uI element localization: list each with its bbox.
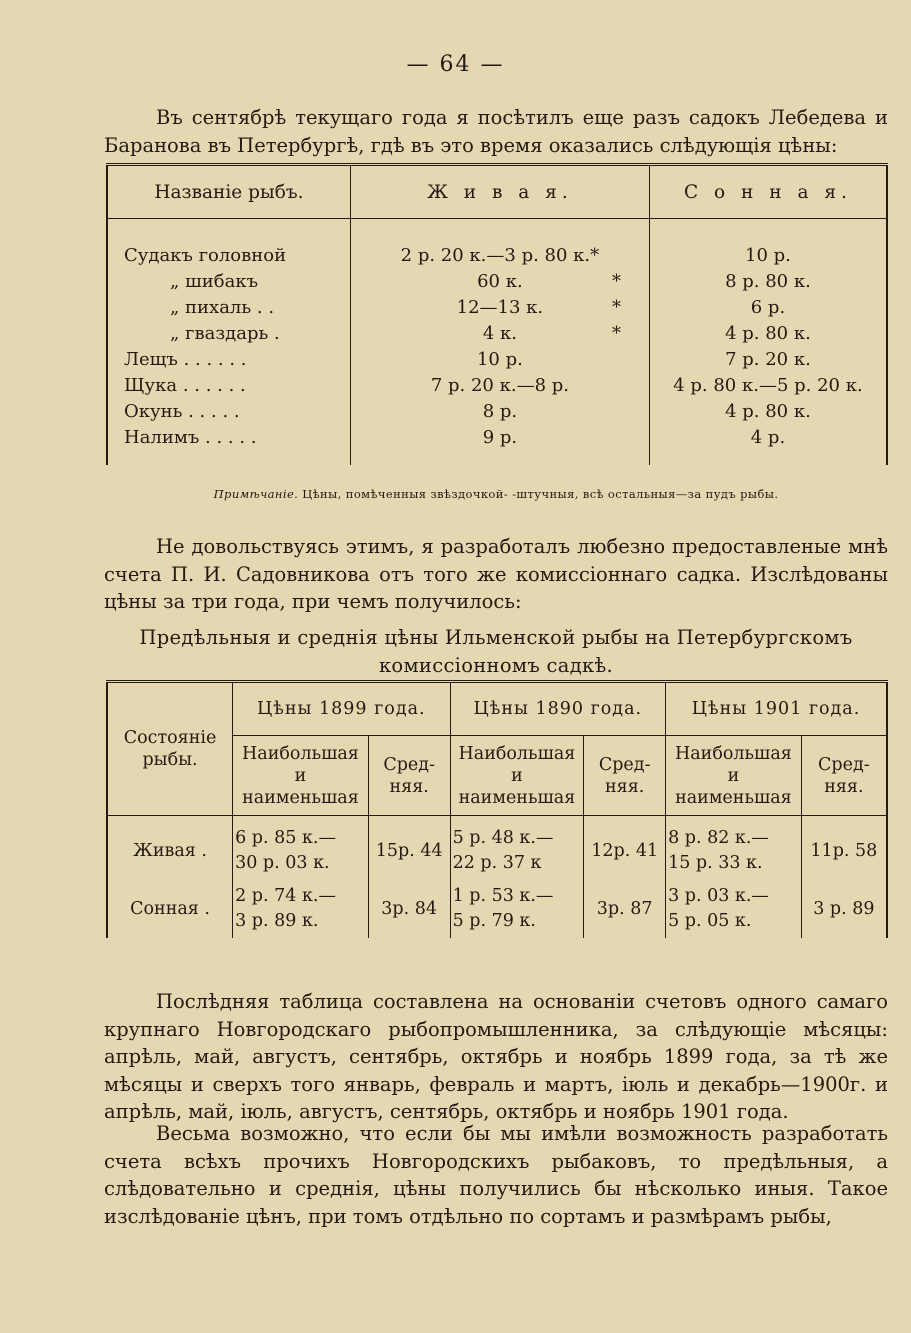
header-range: Наибольшая и наименьшая bbox=[666, 736, 802, 816]
table-row bbox=[107, 243, 887, 269]
table-row bbox=[107, 822, 887, 880]
second-paragraph: Не довольствуясь этимъ, я разработалъ любезно предоставленые мнѣ счета П. И. Садовникова отъ того же комиссіоннаго садка. Изслѣдованы цѣны за три года, при чемъ получилось: bbox=[104, 535, 888, 613]
dead-price: 4 р. 80 к.—5 р. 20 к. bbox=[649, 373, 887, 399]
fish-name: „ гваздарь . bbox=[107, 321, 350, 347]
live-price: 4 к. * bbox=[350, 321, 649, 347]
piece-price-marker: * bbox=[611, 323, 621, 344]
range-cell: 1 р. 53 к.— 5 р. 79 к. bbox=[450, 880, 584, 938]
dead-price: 4 р. bbox=[649, 425, 887, 465]
table-row bbox=[107, 880, 887, 938]
live-price: 9 р. bbox=[350, 425, 649, 465]
table-row bbox=[107, 295, 887, 321]
table-row bbox=[107, 321, 887, 347]
note-text: Цѣны, помѣченныя звѣздочкой- -штучныя, всѣ остальныя—за пудъ рыбы. bbox=[302, 487, 779, 501]
header-average: Сред-няя. bbox=[584, 736, 666, 816]
intro-paragraph: Въ сентябрѣ текущаго года я посѣтилъ еще разъ садокъ Лебедева и Баранова въ Петербургѣ, гдѣ въ это время оказались слѣдующія цѣны: bbox=[104, 106, 888, 157]
header-year-1899: Цѣны 1899 года. bbox=[233, 682, 450, 736]
fourth-paragraph: Весьма возможно, что если бы мы имѣли возможность разработать счета всѣхъ прочихъ Новгородскихъ рыбаковъ, то предѣльныя, а слѣдовательно и среднія, цѣны получились бы нѣсколько иныя. Такое изслѣдованіе цѣнъ, при томъ отдѣльно по сортамъ и размѣрамъ рыбы, bbox=[104, 1122, 888, 1228]
range-cell: 3 р. 03 к.— 5 р. 05 к. bbox=[666, 880, 802, 938]
third-paragraph: Послѣдняя таблица составлена на основаніи счетовъ одного самаго крупнаго Новгородскаго рыбопромышленника, за слѣдующіе мѣсяцы: апрѣль, май, августъ, сентябрь, октябрь и ноябрь 1899 года, за тѣ же мѣсяцы и сверхъ того январь, февраль и мартъ, іюль и декабрь—1900г. и апрѣль, май, іюль, августъ, сентябрь, октябрь и ноябрь 1901 года. bbox=[104, 990, 888, 1123]
dead-price: 10 р. bbox=[649, 243, 887, 269]
live-price: 7 р. 20 к.—8 р. bbox=[350, 373, 649, 399]
price-table-years bbox=[106, 680, 888, 938]
fish-name: „ шибакъ bbox=[107, 269, 350, 295]
table-note bbox=[104, 487, 888, 501]
fish-name: Налимъ . . . . . bbox=[107, 425, 350, 465]
dead-price: 7 р. 20 к. bbox=[649, 347, 887, 373]
fish-name: Лещъ . . . . . . bbox=[107, 347, 350, 373]
fish-state: Сонная . bbox=[107, 880, 233, 938]
fish-name: Щука . . . . . . bbox=[107, 373, 350, 399]
fish-name: Окунь . . . . . bbox=[107, 399, 350, 425]
page-number: — 64 — bbox=[406, 52, 505, 77]
piece-price-marker: * bbox=[611, 297, 621, 318]
average-cell: 3р. 87 bbox=[584, 880, 666, 938]
table-row bbox=[107, 373, 887, 399]
table1-header-row bbox=[107, 165, 887, 219]
table-row bbox=[107, 347, 887, 373]
dead-price: 6 р. bbox=[649, 295, 887, 321]
header-average: Сред-няя. bbox=[801, 736, 887, 816]
fish-name: Судакъ головной bbox=[107, 243, 350, 269]
header-year-1901: Цѣны 1901 года. bbox=[666, 682, 887, 736]
average-cell: 3 р. 89 bbox=[801, 880, 887, 938]
live-price: 60 к. * bbox=[350, 269, 649, 295]
fish-name: „ пихаль . . bbox=[107, 295, 350, 321]
header-state: Состояніе рыбы. bbox=[107, 682, 233, 816]
live-price: 12—13 к. * bbox=[350, 295, 649, 321]
range-cell: 5 р. 48 к.— 22 р. 37 к bbox=[450, 822, 584, 880]
average-cell: 15р. 44 bbox=[368, 822, 450, 880]
table2-caption: Предѣльныя и среднія цѣны Ильменской рыбы на Петербургскомъ комиссіонномъ садкѣ. bbox=[139, 626, 853, 677]
header-year-1890: Цѣны 1890 года. bbox=[450, 682, 666, 736]
live-price: 10 р. bbox=[350, 347, 649, 373]
dead-price: 4 р. 80 к. bbox=[649, 399, 887, 425]
dead-price: 4 р. 80 к. bbox=[649, 321, 887, 347]
dead-price: 8 р. 80 к. bbox=[649, 269, 887, 295]
header-average: Сред-няя. bbox=[368, 736, 450, 816]
live-price: 2 р. 20 к.—3 р. 80 к.* bbox=[350, 243, 649, 269]
piece-price-marker: * bbox=[611, 271, 621, 292]
range-cell: 6 р. 85 к.— 30 р. 03 к. bbox=[233, 822, 369, 880]
range-cell: 8 р. 82 к.— 15 р. 33 к. bbox=[666, 822, 802, 880]
header-range: Наибольшая и наименьшая bbox=[233, 736, 369, 816]
average-cell: 12р. 41 bbox=[584, 822, 666, 880]
price-table-sadok bbox=[106, 163, 888, 465]
table-row bbox=[107, 425, 887, 465]
header-dead: С о н н а я. bbox=[649, 165, 887, 219]
header-live: Ж и в а я. bbox=[350, 165, 649, 219]
range-cell: 2 р. 74 к.— 3 р. 89 к. bbox=[233, 880, 369, 938]
fish-state: Живая . bbox=[107, 822, 233, 880]
note-label: Примѣчаніе. bbox=[213, 487, 299, 501]
header-fish-name: Названіе рыбъ. bbox=[107, 165, 350, 219]
average-cell: 3р. 84 bbox=[368, 880, 450, 938]
table-row bbox=[107, 399, 887, 425]
live-price: 8 р. bbox=[350, 399, 649, 425]
header-range: Наибольшая и наименьшая bbox=[450, 736, 584, 816]
table-row bbox=[107, 269, 887, 295]
average-cell: 11р. 58 bbox=[801, 822, 887, 880]
